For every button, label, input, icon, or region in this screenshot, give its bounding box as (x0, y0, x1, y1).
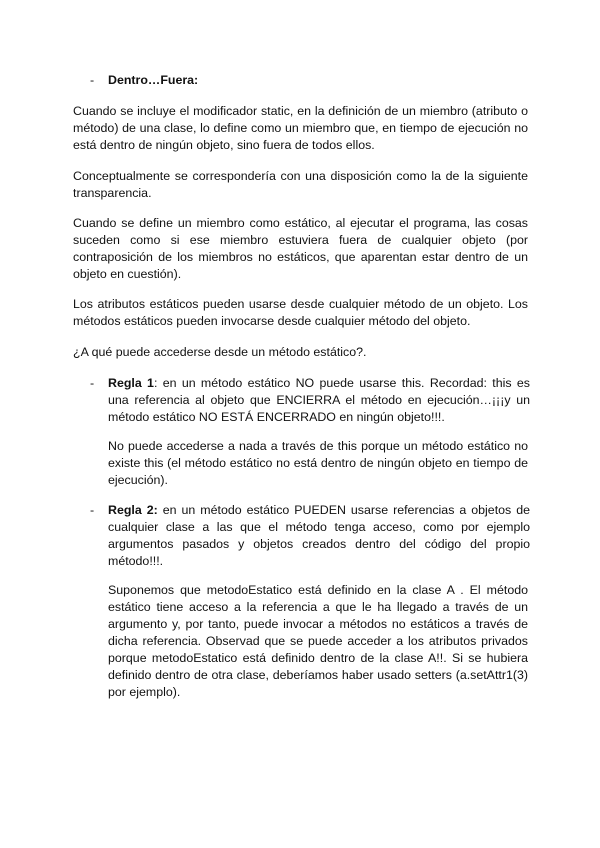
rule-2-label: Regla 2: (108, 503, 158, 517)
rule-2-followup: Suponemos que metodoEstatico está definido en la clase A . El método estático tiene acceso a la referencia a que le ha llegado a través de un argumento y, por tanto, puede invocar a métodos no estáticos a través de dicha referencia. Observad que se puede acceder a los atributos privados porque metodoEstatico está definido dentro de la clase A!!. Si se hubiera definido dentro de otra clase, deberíamos haber usado setters (a.setAttr1(3) por ejemplo). (108, 583, 528, 699)
paragraph-static-execution: Cuando se define un miembro como estático, al ejecutar el programa, las cosas suceden como si ese miembro estuviera fuera de cualquier objeto (por contraposición de los miembros no estáticos, que aparentan estar dentro de un objeto en cuestión). (73, 216, 528, 281)
rule-1 (90, 375, 530, 426)
rule-1-dash: - (90, 376, 95, 390)
rule-2-dash: - (90, 503, 95, 517)
rule-2-text: en un método estático PUEDEN usarse referencias a objetos de cualquier clase a las que el método tenga acceso, como por ejemplo argumentos pasados y objetos creados dentro del código del propio método!!!. (108, 503, 530, 568)
rule-1-label: Regla 1 (108, 376, 154, 390)
paragraph-static-definition: Cuando se incluye el modificador static, en la definición de un miembro (atributo o método) de una clase, lo define como un miembro que, en tiempo de ejecución no está dentro de ningún objeto, sino fuera de todos ellos. (73, 104, 528, 152)
rule-2 (90, 502, 530, 570)
rule-2-body (108, 502, 530, 570)
heading-dash: - (90, 73, 95, 87)
heading-title: Dentro…Fuera: (108, 73, 199, 87)
section-heading (90, 72, 530, 89)
rule-1-body (108, 375, 530, 426)
paragraph-conceptual: Conceptualmente se correspondería con una disposición como la de la siguiente transparencia. (73, 169, 528, 200)
paragraph-question: ¿A qué puede accederse desde un método estático?. (73, 345, 367, 359)
rule-1-text: : en un método estático NO puede usarse this. Recordad: this es una referencia al objeto que ENCIERRA el método en ejecución…¡¡¡y un método estático NO ESTÁ ENCERRADO en ningún objeto!!!. (108, 376, 530, 424)
rule-1-followup: No puede accederse a nada a través de this porque un método estático no existe this (el método estático no está dentro de ningún objeto en tiempo de ejecución). (108, 439, 528, 487)
paragraph-static-access: Los atributos estáticos pueden usarse desde cualquier método de un objeto. Los métodos estáticos pueden invocarse desde cualquier método del objeto. (73, 297, 528, 328)
